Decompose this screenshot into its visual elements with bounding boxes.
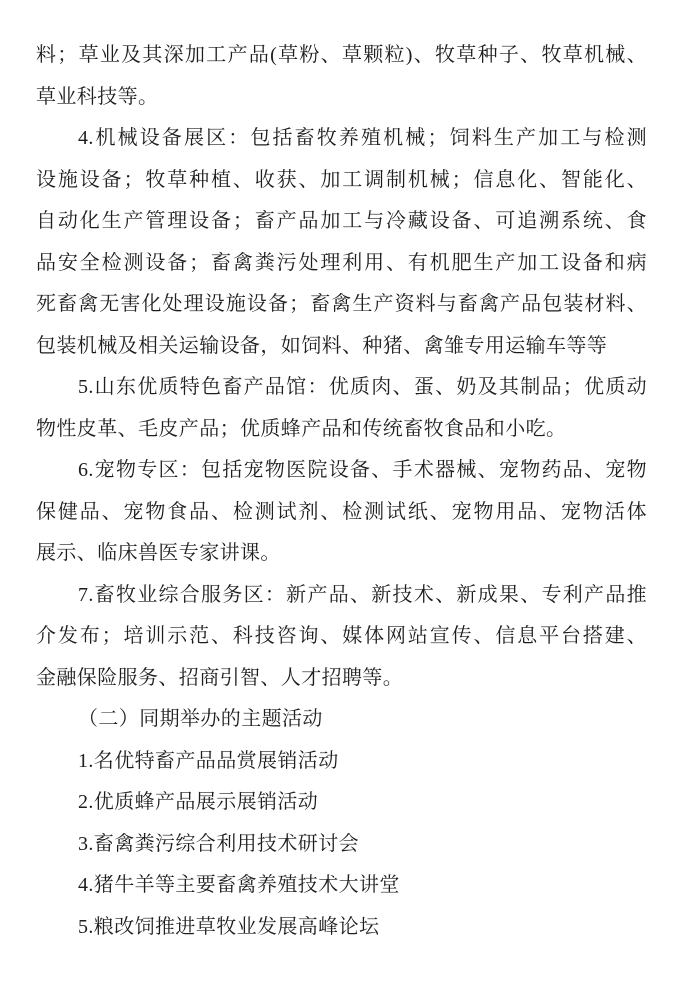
text-line: 草业科技等。	[36, 85, 159, 108]
text-line: 展示、临床兽医专家讲课。	[36, 542, 281, 564]
text-line: 设施设备；牧草种植、收获、加工调制机械；信息化、智能化、	[36, 168, 647, 191]
text-line: 料；草业及其深加工产品(草粉、草颗粒)、牧草种子、牧草机械、	[36, 44, 647, 66]
text-line: 自动化生产管理设备；畜产品加工与冷藏设备、可追溯系统、食	[36, 210, 647, 232]
text-line: 7.畜牧业综合服务区：新产品、新技术、新成果、专利产品推	[78, 583, 647, 606]
text-line: 物性皮革、毛皮产品；优质蜂产品和传统畜牧食品和小吃。	[36, 417, 567, 440]
list-item: 5.粮改饲推进草牧业发展高峰论坛	[78, 915, 380, 938]
section-heading: （二）同期举办的主题活动	[78, 708, 323, 730]
text-line: 金融保险服务、招商引智、人才招聘等。	[36, 666, 404, 689]
list-item: 1.名优特畜产品品赏展销活动	[78, 749, 339, 772]
text-line: 5.山东优质特色畜产品馆：优质肉、蛋、奶及其制品；优质动	[78, 376, 647, 398]
list-item: 3.畜禽粪污综合利用技术研讨会	[78, 832, 359, 855]
text-line: 6.宠物专区：包括宠物医院设备、手术器械、宠物药品、宠物	[78, 459, 647, 481]
text-line: 介发布；培训示范、科技咨询、媒体网站宣传、信息平台搭建、	[36, 625, 647, 647]
text-line: 包装机械及相关运输设备，如饲料、种猪、禽雏专用运输车等等	[36, 334, 608, 357]
list-item: 4.猪牛羊等主要畜禽养殖技术大讲堂	[78, 874, 400, 896]
text-line: 品安全检测设备；畜禽粪污处理利用、有机肥生产加工设备和病	[36, 251, 647, 274]
text-line: 死畜禽无害化处理设施设备；畜禽生产资料与畜禽产品包装材料、	[36, 293, 647, 315]
text-line: 保健品、宠物食品、检测试剂、检测试纸、宠物用品、宠物活体	[36, 500, 647, 523]
text-line: 4.机械设备展区：包括畜牧养殖机械；饲料生产加工与检测	[78, 127, 647, 149]
list-item: 2.优质蜂产品展示展销活动	[78, 791, 319, 813]
